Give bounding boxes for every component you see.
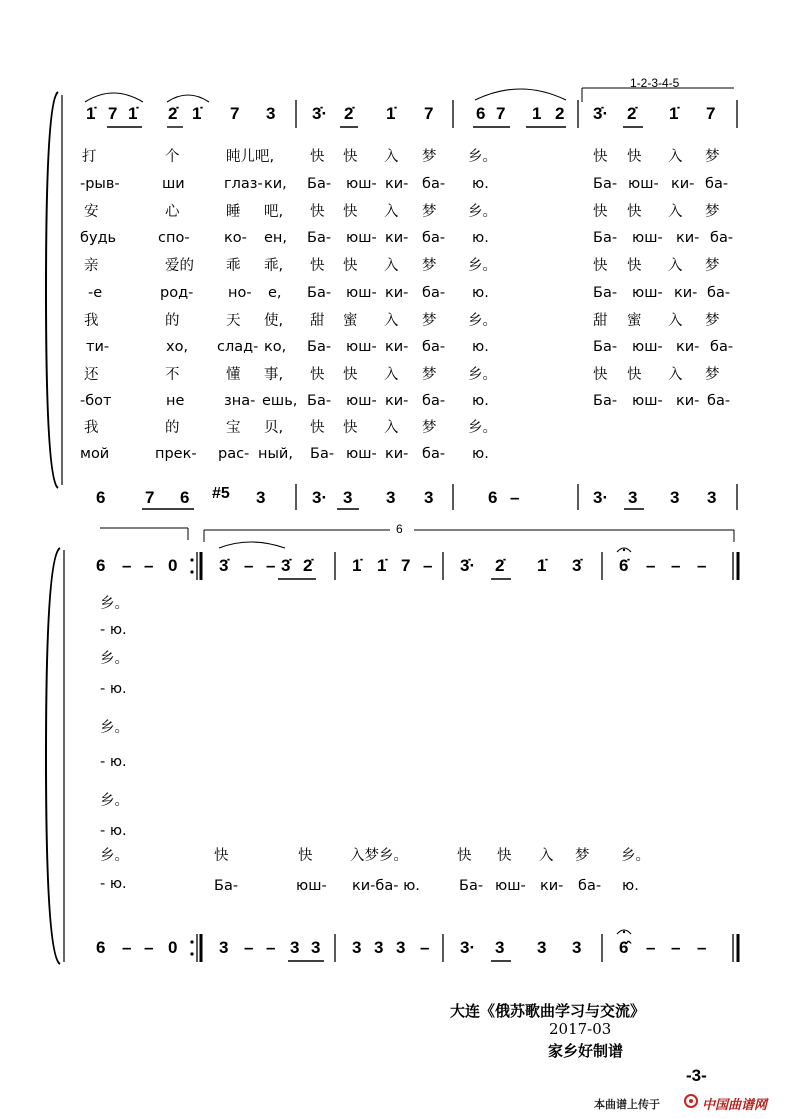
lyric: ен, — [264, 230, 288, 246]
lyric: 快 — [627, 204, 642, 220]
note: 3 — [256, 488, 266, 507]
note: – — [697, 938, 707, 957]
lyric: 快 — [627, 149, 642, 165]
lyric: 入 — [668, 313, 683, 329]
note: 7 — [401, 556, 411, 575]
lyric: 乡。 — [468, 420, 497, 436]
lyric: ба- — [705, 176, 729, 192]
note: 7 — [145, 488, 155, 507]
lyric: 快 — [310, 258, 325, 274]
site-logo[interactable]: 中国曲谱网 — [702, 1097, 768, 1112]
note: 6 — [96, 938, 106, 957]
note: – — [122, 938, 132, 957]
note: 3̇ — [572, 556, 582, 575]
lyric: 快 — [298, 848, 313, 864]
note: 7 — [424, 104, 434, 123]
lyric: 心 — [165, 204, 180, 220]
lyric: 的 — [165, 420, 180, 436]
lyric: 懂 — [226, 367, 241, 383]
lyric: 入 — [539, 848, 554, 864]
note: 3̇ — [219, 556, 229, 575]
note: 6 — [180, 488, 190, 507]
lyric: ба- — [578, 878, 602, 894]
note: 1 — [532, 104, 542, 123]
note: 7 — [706, 104, 716, 123]
lyric: ный, — [258, 446, 293, 462]
note: 3 — [343, 488, 353, 507]
lyric: Ба- — [307, 285, 332, 301]
lyric: юш- — [495, 878, 526, 894]
lyric: ба- — [710, 339, 734, 355]
note: 3 — [670, 488, 680, 507]
note: – — [266, 938, 276, 957]
lyric: ки, — [264, 176, 287, 192]
note: 7 — [496, 104, 506, 123]
lyric: 快 — [343, 204, 358, 220]
lyric: 乡。 — [100, 848, 129, 864]
lyric: 入 — [384, 420, 399, 436]
note: – — [244, 938, 254, 957]
lyric: 吧, — [264, 204, 284, 220]
lyric: род- — [160, 285, 194, 301]
lyric: 乡。 — [100, 596, 129, 612]
lyric: -бот — [80, 393, 112, 409]
lyric: Ба- — [307, 176, 332, 192]
lyric: 宝 — [226, 420, 241, 436]
note: 3 — [424, 488, 434, 507]
note: 6 — [476, 104, 486, 123]
note: – — [144, 938, 154, 957]
lyric: ба- — [710, 230, 734, 246]
lyric: ба- — [422, 285, 446, 301]
lyric: 入 — [668, 367, 683, 383]
note: 1̇ — [192, 104, 202, 123]
note: 2̇ — [495, 556, 505, 575]
lyric: ки- — [671, 176, 695, 192]
lyric: 乡。 — [468, 258, 497, 274]
note: – — [122, 556, 132, 575]
lyric: юш- — [346, 446, 377, 462]
footer-author: 家乡好制谱 — [548, 1042, 624, 1060]
lyric: юш- — [296, 878, 327, 894]
note: 6 — [96, 488, 106, 507]
lyric: юш- — [346, 230, 377, 246]
lyric: 乖, — [264, 258, 284, 274]
lyric: 快 — [343, 420, 358, 436]
note: 3̇· — [312, 104, 328, 123]
lyric: 快 — [593, 258, 608, 274]
lyric: не — [166, 393, 185, 409]
lyric: 快 — [627, 258, 642, 274]
lyric: юш- — [346, 285, 377, 301]
lyric: 入 — [384, 367, 399, 383]
note: 2̇ — [168, 104, 178, 123]
lyric: ко, — [264, 339, 287, 355]
lyric: ши — [162, 176, 185, 192]
lyric: ю. — [472, 339, 489, 355]
volta-label-2: 6 — [396, 522, 403, 536]
footer-date: 2017-03 — [549, 1020, 612, 1038]
lyric: 快 — [310, 149, 325, 165]
lyric: юш- — [632, 230, 663, 246]
lyric: ю. — [472, 446, 489, 462]
lyric: юш- — [632, 285, 663, 301]
lyric: 乖 — [226, 258, 241, 274]
lyric: глаз- — [224, 176, 263, 192]
lyric: спо- — [158, 230, 190, 246]
lyric: ю. — [472, 176, 489, 192]
lyric: 梦 — [705, 149, 720, 165]
note: 3̇ — [281, 556, 291, 575]
lyric: 还 — [84, 367, 99, 383]
lyric: 梦 — [422, 149, 437, 165]
lyric: ба- — [422, 230, 446, 246]
lyric: рас- — [218, 446, 250, 462]
lyric: ба- — [422, 176, 446, 192]
lyric: 甜 — [310, 313, 325, 329]
lyric: юш- — [346, 339, 377, 355]
lyric: 天 — [226, 313, 241, 329]
lyric: мой — [80, 446, 110, 462]
lyric: 乡。 — [100, 651, 129, 667]
lyric: 入梦乡。 — [350, 848, 408, 864]
lyric: 蜜 — [343, 313, 358, 329]
lyric: ки- — [674, 285, 698, 301]
lyric: 梦 — [422, 313, 437, 329]
lyric: 安 — [84, 204, 99, 220]
note: 2̇ — [627, 104, 637, 123]
lyric: юш- — [632, 393, 663, 409]
lyric: 快 — [593, 367, 608, 383]
lyric: 乡。 — [100, 720, 129, 736]
lyric: ки- — [385, 446, 409, 462]
lyric: 快 — [627, 367, 642, 383]
lyric: 不 — [165, 367, 180, 383]
lyric: Ба- — [459, 878, 484, 894]
lyric: 梦 — [705, 204, 720, 220]
lyric: но- — [228, 285, 252, 301]
note: 1̇ — [669, 104, 679, 123]
lyric: ки- — [676, 393, 700, 409]
lyric: ки-ба- ю. — [352, 878, 420, 894]
lyric: ю. — [472, 393, 489, 409]
lyric: 入 — [384, 149, 399, 165]
lyric: 的 — [165, 313, 180, 329]
note: – — [697, 556, 707, 575]
note: 3 — [352, 938, 362, 957]
note: 3 — [537, 938, 547, 957]
lyric: 贝, — [264, 420, 284, 436]
note: – — [423, 556, 433, 575]
lyric: ба- — [707, 285, 731, 301]
note: – — [646, 556, 656, 575]
lyric: Ба- — [214, 878, 239, 894]
note: 0 — [168, 556, 178, 575]
lyric: 快 — [343, 367, 358, 383]
lyric: 入 — [384, 204, 399, 220]
lyric: 快 — [593, 204, 608, 220]
lyric: Ба- — [593, 230, 618, 246]
lyric: 快 — [497, 848, 512, 864]
lyric: е, — [268, 285, 282, 301]
system1-brace — [46, 92, 58, 488]
lyric: ю. — [472, 285, 489, 301]
note: 3 — [219, 938, 229, 957]
lyric: ки- — [385, 230, 409, 246]
lyric: 亲 — [84, 258, 99, 274]
lyric: юш- — [628, 176, 659, 192]
note: 6 — [96, 556, 106, 575]
note: 3· — [593, 488, 609, 507]
lyric: хо, — [166, 339, 189, 355]
lyric: - ю. — [100, 876, 127, 892]
system2-brace — [46, 548, 60, 964]
lyric: Ба- — [593, 176, 618, 192]
lyric: 蜜 — [627, 313, 642, 329]
note: 7 — [230, 104, 240, 123]
volta-label-1: 1-2-3-4-5 — [630, 76, 680, 90]
lyric: будь — [80, 230, 117, 246]
note: 3· — [460, 938, 476, 957]
lyric: ба- — [707, 393, 731, 409]
note: 3 — [495, 938, 505, 957]
lyric: Ба- — [593, 285, 618, 301]
lyric: 快 — [457, 848, 472, 864]
lyric: 梦 — [575, 848, 590, 864]
lyric: 甜 — [593, 313, 608, 329]
lyric: 快 — [343, 258, 358, 274]
lyric: юш- — [346, 176, 377, 192]
note: – — [671, 938, 681, 957]
note: 0 — [168, 938, 178, 957]
note: 6̂ — [619, 938, 629, 957]
lyric: 入 — [384, 313, 399, 329]
note: 2̇ — [344, 104, 354, 123]
lyric: Ба- — [310, 446, 335, 462]
site-logo-icon — [684, 1094, 700, 1108]
lyric: 乡。 — [468, 367, 497, 383]
lyric: прек- — [155, 446, 197, 462]
note: 3 — [386, 488, 396, 507]
lyric: 盹儿吧, — [226, 149, 275, 165]
lyric: - ю. — [100, 823, 127, 839]
lyric: 入 — [668, 204, 683, 220]
note: 3 — [266, 104, 276, 123]
lyric: 乡。 — [621, 848, 650, 864]
lyric: 入 — [668, 258, 683, 274]
footer-title: 大连《俄苏歌曲学习与交流》 — [450, 1002, 646, 1020]
note: – — [510, 488, 520, 507]
note: 3 — [707, 488, 717, 507]
lyric: 打 — [82, 149, 97, 165]
note: 2 — [555, 104, 565, 123]
lyric: Ба- — [307, 339, 332, 355]
lyric: - ю. — [100, 681, 127, 697]
lyric: 乡。 — [468, 149, 497, 165]
note: 3 — [396, 938, 406, 957]
note: 6̇ — [619, 556, 629, 575]
note: 1̇ — [386, 104, 396, 123]
note: – — [266, 556, 276, 575]
note: #5 — [212, 485, 230, 502]
lyric: 快 — [214, 848, 229, 864]
note: 1̇ — [537, 556, 547, 575]
lyric: ки- — [676, 339, 700, 355]
lyric: ки- — [385, 393, 409, 409]
lyric: 快 — [310, 204, 325, 220]
lyric: юш- — [346, 393, 377, 409]
note: – — [144, 556, 154, 575]
lyric: 梦 — [705, 367, 720, 383]
lyric: 入 — [384, 258, 399, 274]
note: 3 — [374, 938, 384, 957]
note: – — [646, 938, 656, 957]
lyric: 梦 — [422, 420, 437, 436]
lyric: зна- — [224, 393, 256, 409]
lyric: 爱的 — [165, 258, 194, 274]
lyric: Ба- — [593, 339, 618, 355]
lyric: - ю. — [100, 754, 127, 770]
lyric: -рыв- — [80, 176, 120, 192]
lyric: 睡 — [226, 204, 241, 220]
lyric: Ба- — [307, 393, 332, 409]
note: 6 — [488, 488, 498, 507]
lyric: Ба- — [307, 230, 332, 246]
lyric: 事, — [264, 367, 284, 383]
lyric: ю. — [622, 878, 639, 894]
lyric: 乡。 — [100, 793, 129, 809]
note: 3 — [311, 938, 321, 957]
lyric: 乡。 — [468, 313, 497, 329]
note: 3· — [312, 488, 328, 507]
lyric: 快 — [343, 149, 358, 165]
lyric: 我 — [84, 313, 99, 329]
lyric: 我 — [84, 420, 99, 436]
note: 3 — [290, 938, 300, 957]
note: – — [244, 556, 254, 575]
lyric: - ю. — [100, 622, 127, 638]
lyric: ешь, — [262, 393, 298, 409]
page-number: -3- — [686, 1066, 707, 1085]
lyric: ти- — [86, 339, 110, 355]
lyric: ко- — [224, 230, 247, 246]
note: 3̇· — [593, 104, 609, 123]
note: 7 — [108, 104, 118, 123]
upload-note: 本曲谱上传于 — [594, 1099, 660, 1111]
lyric: 快 — [593, 149, 608, 165]
lyric: Ба- — [593, 393, 618, 409]
lyric: ба- — [422, 393, 446, 409]
lyric: ки- — [385, 339, 409, 355]
lyric: 梦 — [422, 204, 437, 220]
lyric: ба- — [422, 446, 446, 462]
note: 1̇ — [128, 104, 138, 123]
lyric: 梦 — [422, 367, 437, 383]
note: 3 — [572, 938, 582, 957]
lyric: ки- — [540, 878, 564, 894]
lyric: 梦 — [705, 258, 720, 274]
lyric: ки- — [385, 285, 409, 301]
note: 1̇ — [377, 556, 387, 575]
lyric: слад- — [217, 339, 259, 355]
note: 3 — [628, 488, 638, 507]
lyric: 快 — [310, 420, 325, 436]
lyric: 快 — [310, 367, 325, 383]
lyric: 梦 — [705, 313, 720, 329]
note: 2̇ — [303, 556, 313, 575]
note: 3̇· — [460, 556, 476, 575]
lyric: ба- — [422, 339, 446, 355]
lyric: 乡。 — [468, 204, 497, 220]
note: – — [671, 556, 681, 575]
note: 1̇ — [352, 556, 362, 575]
note: 1̇ — [86, 104, 96, 123]
lyric: 个 — [165, 149, 180, 165]
lyric: 使, — [264, 313, 284, 329]
lyric: 梦 — [422, 258, 437, 274]
lyric: 入 — [668, 149, 683, 165]
lyric: -е — [88, 285, 103, 301]
lyric: юш- — [632, 339, 663, 355]
lyric: ки- — [676, 230, 700, 246]
lyric: ки- — [385, 176, 409, 192]
lyric: ю. — [472, 230, 489, 246]
note: – — [420, 938, 430, 957]
